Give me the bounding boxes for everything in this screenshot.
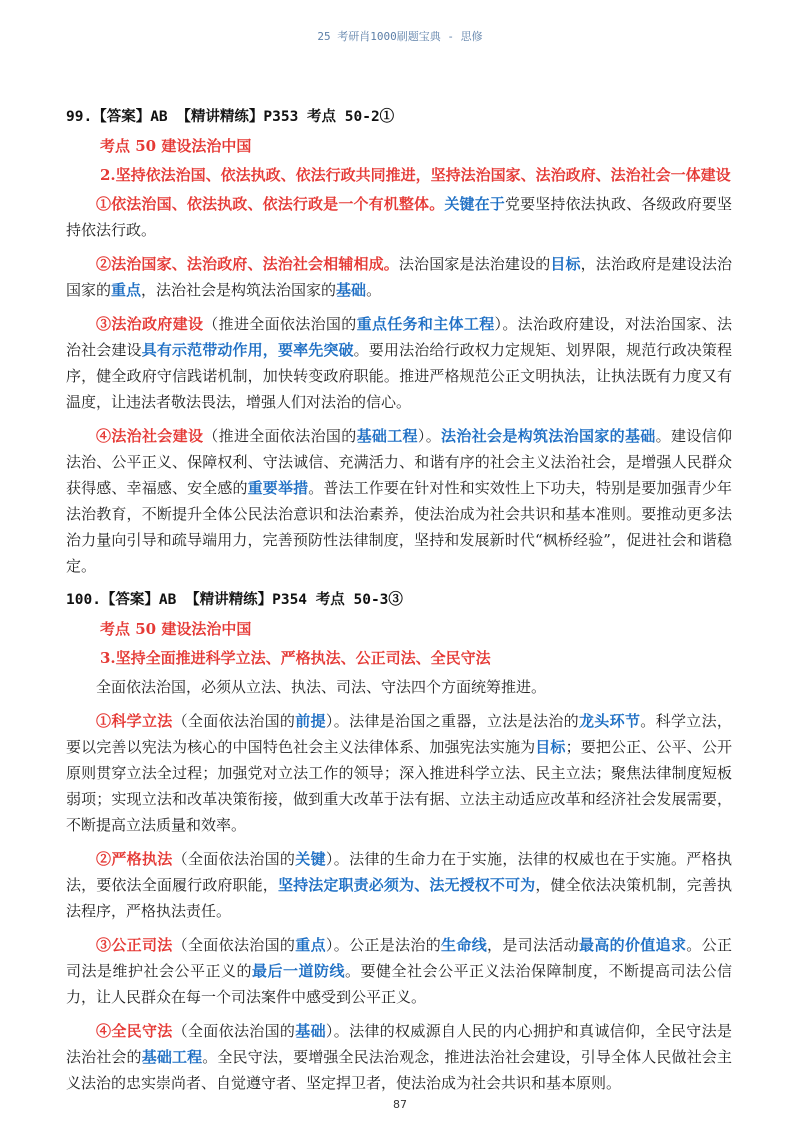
answer-99-point-2: ②法治国家、法治政府、法治社会相辅相成。法治国家是法治建设的目标，法治政府是建设法治国家的重点，法治社会是构筑法治国家的基础。	[66, 255, 732, 299]
answer-100-point-2: ②严格执法（全面依法治国的关键）。法律的生命力在于实施，法律的权威也在于实施。严格执法，要依法全面履行政府职能，坚持法定职责必须为、法无授权不可为，健全依法决策机制，完善执法程序，严格执法责任。	[66, 850, 732, 920]
page-header: 25 考研肖1000刷题宝典 - 思修	[317, 30, 483, 43]
answer-100-intro: 全面依法治国，必须从立法、执法、司法、守法四个方面统筹推进。	[96, 678, 547, 696]
answer-100-point-3: ③公正司法（全面依法治国的重点）。公正是法治的生命线，是司法活动最高的价值追求。公正司法是维护社会公平正义的最后一道防线。要健全社会公平正义法治保障制度，不断提高司法公信力，让人民群众在每一个司法案件中感受到公平正义。	[66, 936, 732, 1006]
answer-100-point-4: ④全民守法（全面依法治国的基础）。法律的权威源自人民的内心拥护和真诚信仰，全民守法是法治社会的基础工程。全民守法，要增强全民法治观念，推进法治社会建设，引导全体人民做社会主义法治的忠实崇尚者、自觉遵守者、坚定捍卫者，使法治成为社会共识和基本原则。	[66, 1022, 732, 1092]
answer-100-point-1: ①科学立法（全面依法治国的前提）。法律是治国之重器，立法是法治的龙头环节。科学立法，要以完善以宪法为核心的中国特色社会主义法律体系、加强宪法实施为目标；要把公正、公平、公开原则贯穿立法全过程；加强党对立法工作的领导；深入推进科学立法、民主立法；聚焦法律制度短板弱项；实现立法和改革决策衔接，做到重大改革于法有据、立法主动适应改革和经济社会发展需要，不断提高立法质量和效率。	[66, 712, 732, 834]
answer-99-point-3: ③法治政府建设（推进全面依法治国的重点任务和主体工程）。法治政府建设，对法治国家、法治社会建设具有示范带动作用，要率先突破。要用法治给行政权力定规矩、划界限，规范行政决策程序，健全政府守信践诺机制，加快转变政府职能。推进严格规范公正文明执法，让执法既有力度又有温度，让违法者敬法畏法，增强人们对法治的信心。	[66, 315, 732, 411]
page-number: 87	[393, 1098, 407, 1111]
answer-99-subtitle: 2.坚持依法治国、依法执政、依法行政共同推进，坚持法治国家、法治政府、法治社会一体建设	[100, 166, 731, 184]
answer-100-topic: 考点 50 建设法治中国	[100, 620, 252, 638]
answer-100-subtitle: 3.坚持全面推进科学立法、严格执法、公正司法、全民守法	[100, 649, 491, 667]
answer-99-label: 99.【答案】AB 【精讲精练】P353 考点 50-2①	[66, 109, 395, 125]
answer-99-point-4: ④法治社会建设（推进全面依法治国的基础工程）。法治社会是构筑法治国家的基础。建设信仰法治、公平正义、保障权利、守法诚信、充满活力、和谐有序的社会主义法治社会，是增强人民群众获得感、幸福感、安全感的重要举措。普法工作要在针对性和实效性上下功夫，特别是要加强青少年法治教育，不断提升全体公民法治意识和法治素养，使法治成为社会共识和基本准则。要推动更多法治力量向引导和疏导端用力，完善预防性法律制度，坚持和发展新时代“枫桥经验”，促进社会和谐稳定。	[66, 427, 732, 575]
answer-content	[66, 104, 732, 1104]
answer-99-point-1: ①依法治国、依法执政、依法行政是一个有机整体。关键在于党要坚持依法执政、各级政府要坚持依法行政。	[66, 195, 732, 239]
answer-100-label: 100.【答案】AB 【精讲精练】P354 考点 50-3③	[66, 592, 403, 608]
answer-99-topic: 考点 50 建设法治中国	[100, 137, 252, 155]
